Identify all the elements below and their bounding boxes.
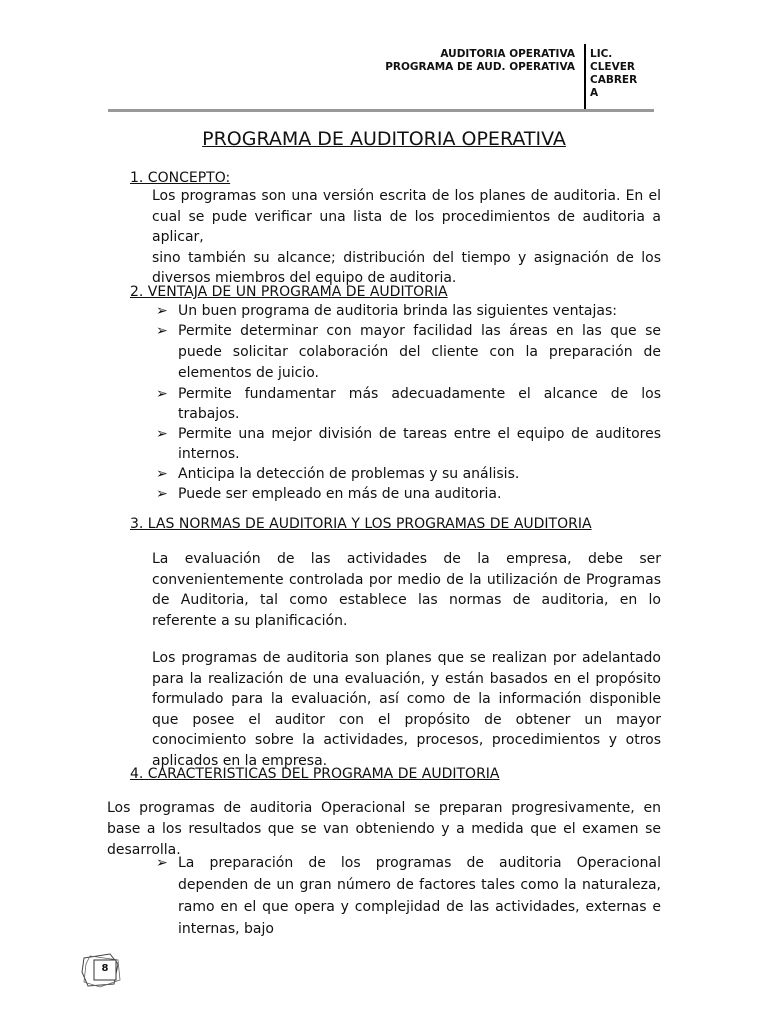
section-1-line: Los programas son una versión escrita de los planes de auditoria. En el [152,188,661,204]
section-3-paragraph-1: La evaluación de las actividades de la empresa, debe ser convenientemente controlada por medio de la utilización de Programas de Auditoria, tal como establece las normas de auditoria, en lo referente a su planificación. [152,551,661,629]
header-author [590,48,650,100]
section-2-heading: 2. VENTAJA DE UN PROGRAMA DE AUDITORIA [130,284,448,300]
list-item: ➢ La preparación de los programas de auditoria Operacional dependen de un gran número de factores tales como la naturaleza, ramo en el que opera y complejidad de las actividades, externas e internas, bajo [156,852,661,940]
header-line-1: AUDITORIA OPERATIVA [440,48,575,60]
section-3-heading: 3. LAS NORMAS DE AUDITORIA Y LOS PROGRAMAS DE AUDITORIA [130,516,592,532]
page-number: 8 [101,963,109,974]
arrow-bullet-icon: ➢ [156,486,168,502]
section-2-bullets [156,301,661,504]
page-title: PROGRAMA DE AUDITORIA OPERATIVA [202,128,566,150]
author-line: CLEVER [590,61,635,73]
author-line: CABRER [590,74,638,86]
list-item: ➢ Permite una mejor división de tareas entre el equipo de auditores internos. [156,426,661,462]
arrow-bullet-icon: ➢ [156,426,168,442]
section-1-line: sino también su alcance; distribución del tiempo y asignación de los [152,249,661,266]
section-1-line: cual se pude verificar una lista de los procedimientos de auditoria a aplicar, [152,208,661,245]
arrow-bullet-icon: ➢ [156,466,168,482]
author-line: LIC. [590,48,613,60]
list-item: ➢ Permite fundamentar más adecuadamente el alcance de los trabajos. [156,386,661,422]
arrow-bullet-icon: ➢ [156,855,168,871]
header-title-block [385,48,575,74]
header-line-2: PROGRAMA DE AUD. OPERATIVA [385,61,575,73]
section-4-bullets [156,852,661,940]
section-3-paragraph-2: Los programas de auditoria son planes que se realizan por adelantado para la realización de una evaluación, y están basados en el propósito formulado para la evaluación, así como de la información disponible que posee el auditor con el propósito de obtener un mayor conocimiento sobre la actividades, procesos, procedimientos y otros aplicados en la empresa. [152,650,661,769]
header-divider [584,44,586,110]
arrow-bullet-icon: ➢ [156,303,168,319]
header-rule [108,109,654,112]
section-1-body [152,186,661,289]
section-1-heading: 1. CONCEPTO: [130,170,231,186]
arrow-bullet-icon: ➢ [156,386,168,402]
section-4-heading: 4. CARACTERISTICAS DEL PROGRAMA DE AUDITORIA [130,766,500,782]
list-item: ➢ Anticipa la detección de problemas y su análisis. [156,466,520,482]
section-4-intro: Los programas de auditoria Operacional se preparan progresivamente, en base a los resultados que se van obteniendo y a medida que el examen se desarrolla. [107,800,661,858]
section-1-line: diversos miembros del equipo de auditoria. [152,270,457,286]
list-item: ➢ Un buen programa de auditoria brinda las siguientes ventajas: [156,303,617,319]
list-item: ➢ Permite determinar con mayor facilidad las áreas en las que se puede solicitar colaboración del cliente con la preparación de elementos de juicio. [156,323,661,381]
arrow-bullet-icon: ➢ [156,323,168,339]
list-item: ➢ Puede ser empleado en más de una auditoria. [156,486,502,502]
author-line: A [590,87,599,99]
